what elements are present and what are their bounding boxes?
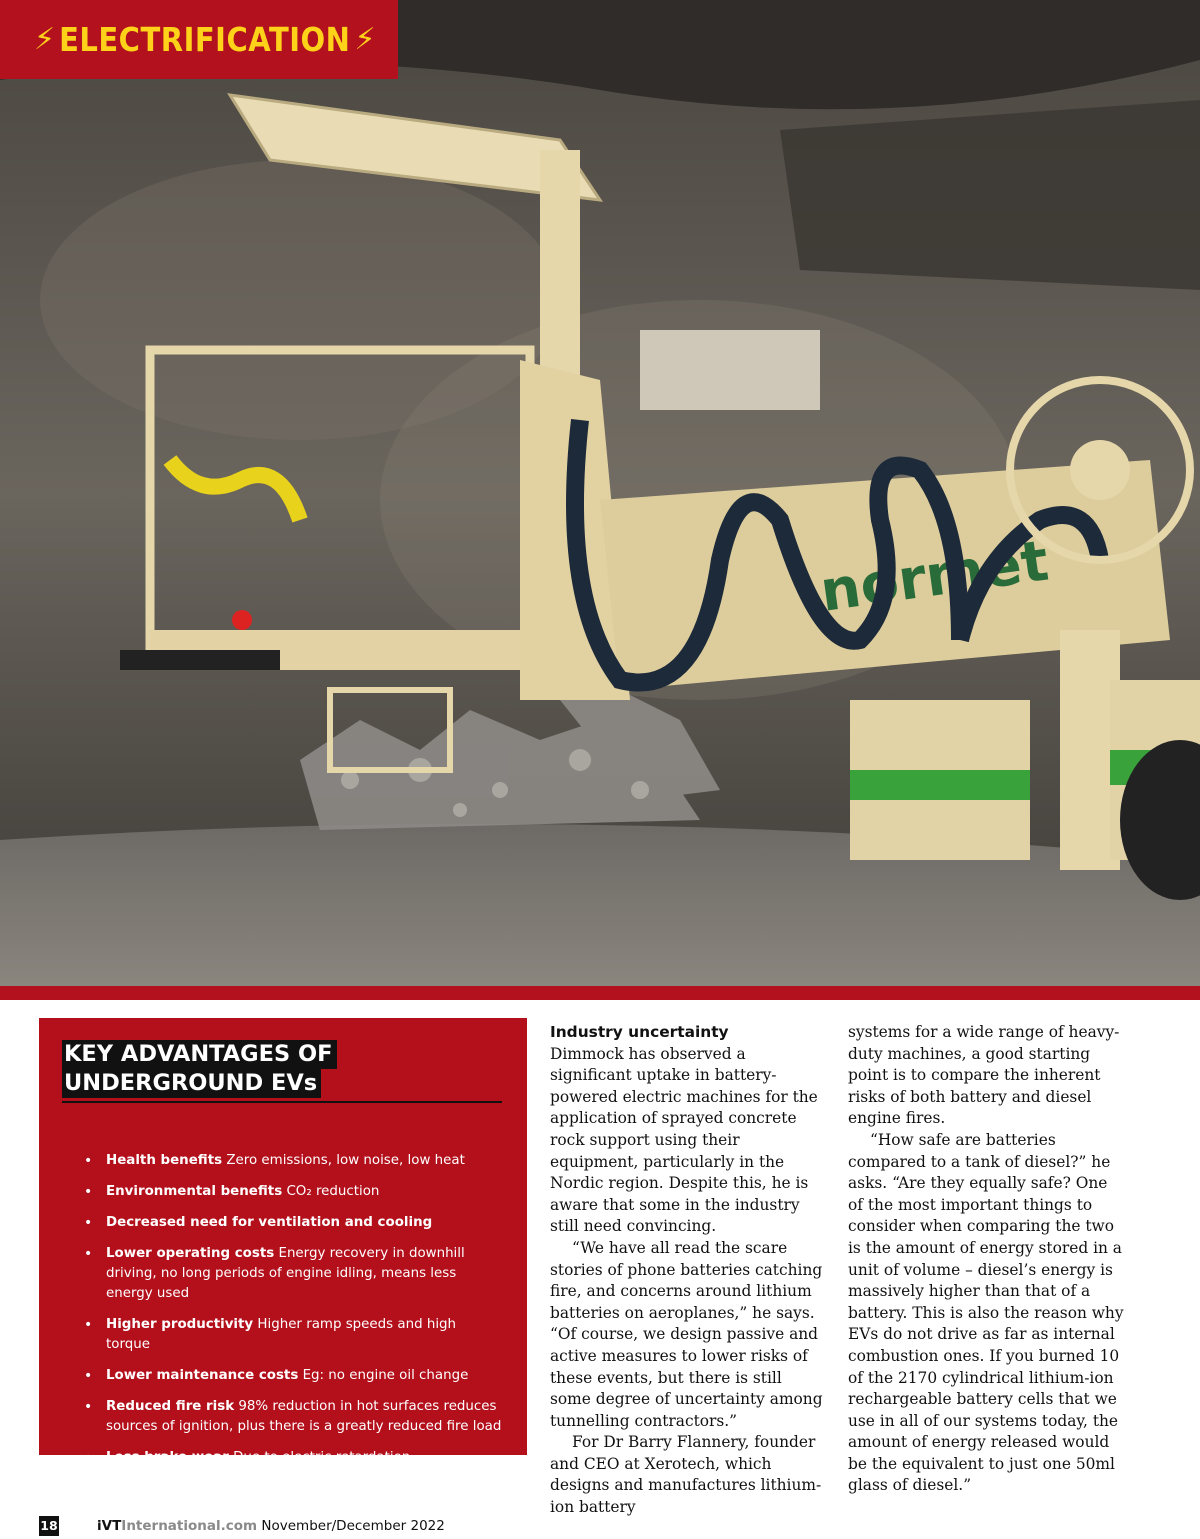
list-item (62, 1213, 503, 1233)
article-column-1 (550, 1022, 826, 1519)
item-text: Due to electric retardation (233, 1450, 411, 1465)
item-text: 98% reduction in hot surfaces reduces sources of ignition, plus there is a greatly reduced fire load (106, 1399, 502, 1434)
list-item (62, 1366, 503, 1386)
item-heading: Less brake wear (106, 1450, 229, 1465)
paragraph: systems for a wide range of heavy-duty machines, a good starting point is to compare the inherent risks of both battery and diesel engine fires. (848, 1023, 1120, 1128)
list-item (62, 1244, 503, 1304)
list-item (62, 1397, 503, 1437)
list-item (62, 1315, 503, 1355)
paragraph: “How safe are batteries compared to a tank of diesel?” he asks. “Are they equally safe? One of the most important things to consider when comparing the two is the amount of energy stored in a unit of volume – diesel’s energy is massively higher than that of a battery. This is also the reason why EVs do not drive as far as internal combustion ones. If you burned 10 of the 2170 cylindrical lithium-ion rechargeable battery cells that we use in all of our systems today, the amount of energy released would be the equivalent to just one 50ml glass of diesel.” (848, 1130, 1124, 1495)
item-heading: Decreased need for ventilation and cooling (106, 1215, 433, 1230)
page-number: 18 (39, 1516, 59, 1536)
list-item (62, 1448, 503, 1468)
key-advantages-box (39, 1018, 527, 1465)
list-item (62, 1182, 503, 1202)
item-text: CO₂ reduction (286, 1184, 380, 1199)
item-heading: Reduced fire risk (106, 1399, 235, 1414)
lightning-icon: ⚡ (354, 22, 376, 57)
advantages-list (62, 1151, 503, 1468)
section-tab (0, 0, 398, 79)
brand-ivt: iVT (97, 1518, 122, 1534)
lightning-icon: ⚡ (34, 22, 56, 57)
item-heading: Environmental benefits (106, 1184, 283, 1199)
item-heading: Lower operating costs (106, 1246, 275, 1261)
section-label: ELECTRIFICATION (59, 20, 351, 59)
advantages-title (62, 1040, 503, 1098)
paragraph: Dimmock has observed a significant uptake in battery-powered electric machines for the application of sprayed concrete rock support using their equipment, particularly in the Nordic region. Despite this, he is aware that some in the industry still need convincing. (550, 1044, 818, 1236)
issue-date: November/December 2022 (261, 1518, 445, 1534)
item-text: Zero emissions, low noise, low heat (226, 1153, 465, 1168)
item-text: Higher ramp speeds and high torque (106, 1317, 457, 1352)
hero-divider (0, 986, 1200, 1000)
item-heading: Lower maintenance costs (106, 1368, 299, 1383)
list-item (62, 1151, 503, 1171)
item-heading: Higher productivity (106, 1317, 254, 1332)
advantages-title-line2: UNDERGROUND EVs (62, 1069, 321, 1098)
footer-publication (97, 1516, 445, 1536)
advantages-title-line1: KEY ADVANTAGES OF (62, 1040, 337, 1069)
advantages-title-rule (62, 1101, 502, 1103)
paragraph: For Dr Barry Flannery, founder and CEO at Xerotech, which designs and manufactures lithium-ion battery (550, 1433, 822, 1517)
article-subheading: Industry uncertainty (550, 1023, 729, 1041)
item-heading: Health benefits (106, 1153, 223, 1168)
machine-brand-text: normet (816, 528, 1053, 625)
brand-international: International.com (121, 1518, 258, 1534)
item-text: Eg: no engine oil change (302, 1368, 469, 1383)
item-text: Energy recovery in downhill driving, no long periods of engine idling, means less energy used (106, 1246, 465, 1301)
paragraph: “We have all read the scare stories of phone batteries catching fire, and concerns around lithium batteries on aeroplanes,” he says. “Of course, we design passive and active measures to lower risks of these events, but there is still some degree of uncertainty among tunnelling contractors.” (550, 1238, 823, 1430)
article-column-2 (848, 1022, 1124, 1497)
